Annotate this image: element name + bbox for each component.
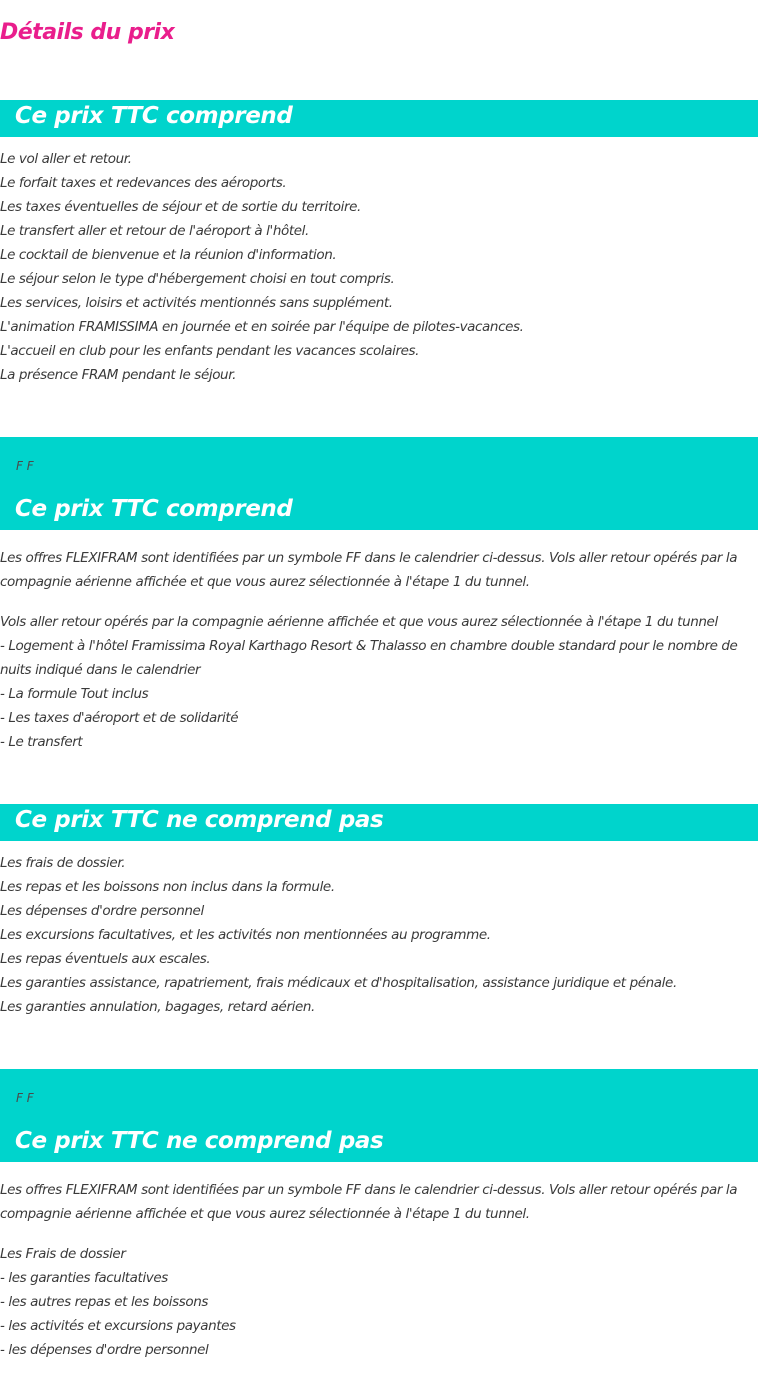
- list-item: - les activités et excursions payantes: [0, 1318, 236, 1334]
- section-header-flexifram-included: [0, 437, 758, 530]
- list-item: L'accueil en club pour les enfants pendant les vacances scolaires.: [0, 343, 420, 359]
- list-item: - les garanties facultatives: [0, 1270, 168, 1286]
- list-item: Le cocktail de bienvenue et la réunion d'information.: [0, 247, 337, 263]
- list-item: Les excursions facultatives, et les activités non mentionnées au programme.: [0, 927, 491, 943]
- list-item: Les Frais de dossier: [0, 1246, 126, 1262]
- list-item: Le vol aller et retour.: [0, 151, 132, 167]
- flexifram-badge: F F: [16, 459, 34, 473]
- flexifram-intro: Les offres FLEXIFRAM sont identifiées par un symbole FF dans le calendrier ci-dessus. Vols aller retour opérés par la compagnie aérienne affichée et que vous aurez sélectionnée à l'étape 1 du tunnel.: [0, 550, 738, 590]
- list-item: Les garanties annulation, bagages, retard aérien.: [0, 999, 315, 1015]
- section-heading: Ce prix TTC ne comprend pas: [15, 1128, 384, 1154]
- list-item: La présence FRAM pendant le séjour.: [0, 367, 237, 383]
- list-item: - La formule Tout inclus: [0, 686, 149, 702]
- list-item: Le transfert aller et retour de l'aéroport à l'hôtel.: [0, 223, 309, 239]
- list-item: Les taxes éventuelles de séjour et de sortie du territoire.: [0, 199, 361, 215]
- list-item: Les repas et les boissons non inclus dans la formule.: [0, 879, 335, 895]
- list-item: - Les taxes d'aéroport et de solidarité: [0, 710, 239, 726]
- flexifram-included-list: [0, 634, 745, 754]
- flexifram-lead: Vols aller retour opérés par la compagnie aérienne affichée et que vous aurez sélectionnée à l'étape 1 du tunnel: [0, 614, 718, 630]
- flexifram-intro: Les offres FLEXIFRAM sont identifiées par un symbole FF dans le calendrier ci-dessus. Vols aller retour opérés par la compagnie aérienne affichée et que vous aurez sélectionnée à l'étape 1 du tunnel.: [0, 1182, 738, 1222]
- list-item: Les repas éventuels aux escales.: [0, 951, 211, 967]
- list-item: Les frais de dossier.: [0, 855, 126, 871]
- flexifram-badge: F F: [16, 1091, 34, 1105]
- section-header-included: [0, 100, 758, 137]
- section-header-flexifram-not-included: [0, 1069, 758, 1162]
- included-list: [0, 147, 740, 387]
- list-item: Les dépenses d'ordre personnel: [0, 903, 204, 919]
- flexifram-not-included-list: [0, 1242, 740, 1362]
- page-title: Détails du prix: [0, 20, 175, 45]
- list-item: - Le transfert: [0, 734, 83, 750]
- not-included-list: [0, 851, 740, 1019]
- list-item: - Logement à l'hôtel Framissima Royal Karthago Resort & Thalasso en chambre double standard pour le nombre de nuits indiqué dans le calendrier: [0, 638, 738, 678]
- list-item: - les autres repas et les boissons: [0, 1294, 209, 1310]
- section-heading: Ce prix TTC comprend: [15, 496, 293, 522]
- list-item: L'animation FRAMISSIMA en journée et en soirée par l'équipe de pilotes-vacances.: [0, 319, 524, 335]
- section-heading: Ce prix TTC comprend: [15, 103, 293, 129]
- list-item: - les dépenses d'ordre personnel: [0, 1342, 209, 1358]
- section-header-not-included: [0, 804, 758, 841]
- list-item: Le forfait taxes et redevances des aéroports.: [0, 175, 287, 191]
- list-item: Les garanties assistance, rapatriement, frais médicaux et d'hospitalisation, assistance juridique et pénale.: [0, 975, 677, 991]
- section-heading: Ce prix TTC ne comprend pas: [15, 807, 384, 833]
- list-item: Les services, loisirs et activités mentionnés sans supplément.: [0, 295, 393, 311]
- list-item: Le séjour selon le type d'hébergement choisi en tout compris.: [0, 271, 395, 287]
